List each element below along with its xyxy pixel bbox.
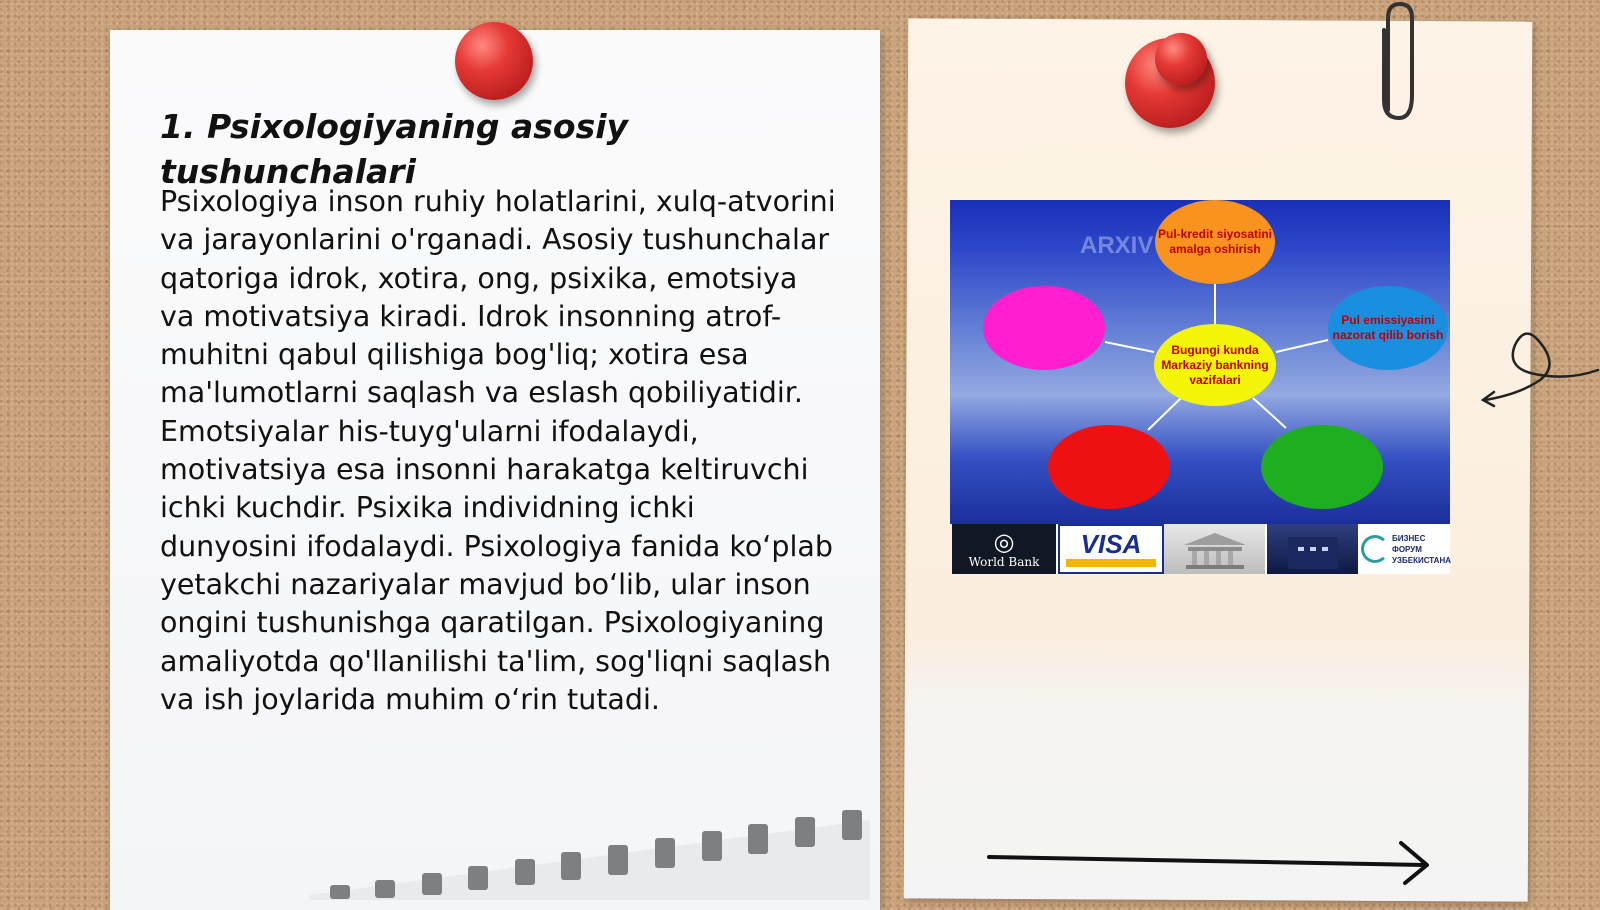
office-building-image <box>1267 524 1360 574</box>
globe-icon: ◎ <box>993 528 1015 556</box>
curl-arrow-doodle <box>1480 310 1600 410</box>
forum-arc-icon <box>1361 535 1389 563</box>
partner-logos-strip <box>952 524 1450 574</box>
red-pushpin-left <box>455 22 533 100</box>
page-title: 1. Psixologiyaning asosiy tushunchalari <box>160 107 629 191</box>
body-paragraph: Psixologiya inson ruhiy holatlarini, xulq-atvorini va jarayonlarini o'rganadi. Asosiy tushunchalar qatoriga idrok, xotira, ong, psixika, emotsiya va motivatsiya kiradi. Idrok insonning atrof-muhitni qabul qilishiga bog'liq; xotira esa ma'lumotlarni saqlash va eslash qobiliyatidir. Emotsiyalar his-tuyg'ularni ifodalaydi, motivatsiya esa insonni harakatga keltiruvchi ichki kuchdir. Psixika individning ichki dunyosini ifodalaydi. Psixologiya fanida ko‘plab yetakchi nazariyalar mavjud bo‘lib, ular inson ongini tushunishga qaratilgan. Psixologiyaning amaliyotda qo'llanilishi ta'lim, sog'liqni saqlash va ish joylarida muhim o‘rin tutadi. <box>160 185 836 716</box>
spiral-binding-decoration <box>310 800 870 900</box>
visa-gold-stripe <box>1066 559 1156 567</box>
world-bank-logo-text: World Bank <box>968 555 1040 569</box>
diagram-node-right: Pul emissiyasini nazorat qilib borish <box>1328 286 1448 370</box>
diagram-node-left <box>983 286 1105 370</box>
visa-logo-text: VISA <box>1080 529 1142 559</box>
paperclip-icon <box>1374 0 1424 125</box>
bank-building-icon <box>1180 529 1250 569</box>
diagram-node-bottom-left <box>1048 425 1170 509</box>
central-bank-diagram <box>950 200 1450 524</box>
diagram-watermark: ARXIV <box>1080 232 1154 259</box>
right-arrow-icon <box>985 835 1445 885</box>
red-pushpin-right-head <box>1155 33 1207 85</box>
business-forum-logo <box>1360 524 1450 574</box>
diagram-node-top: Pul-kredit siyosatini amalga oshirish <box>1155 200 1275 284</box>
bank-building-image <box>1164 524 1267 574</box>
world-bank-logo <box>952 524 1058 574</box>
visa-logo <box>1058 524 1164 574</box>
business-forum-logo-text: БИЗНЕС ФОРУМ УЗБЕКИСТАНА <box>1392 533 1451 565</box>
diagram-node-bottom-right <box>1261 425 1383 509</box>
diagram-center-node: Bugungi kunda Markaziy bankning vazifalari <box>1154 324 1276 406</box>
office-building-icon <box>1278 529 1348 569</box>
